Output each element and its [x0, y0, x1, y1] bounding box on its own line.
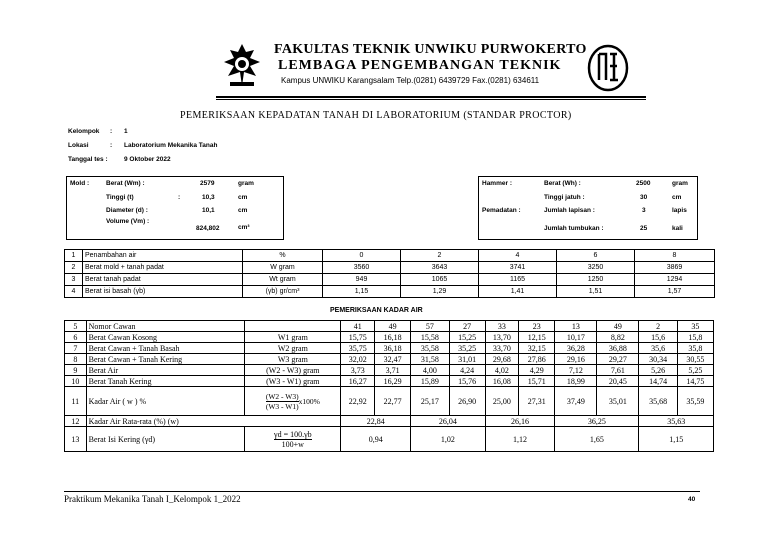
value-cell: 4,24 [449, 365, 485, 376]
row-number: 3 [65, 274, 83, 286]
value-cell: 16,27 [341, 376, 375, 387]
value-cell: 1,15 [639, 427, 714, 452]
table-row [65, 354, 714, 365]
value-cell: 35,63 [639, 416, 714, 427]
value-cell: 33,70 [485, 343, 519, 354]
value-cell: 29,68 [485, 354, 519, 365]
value-cell: 5,25 [677, 365, 713, 376]
page-number: 40 [688, 496, 696, 503]
row-unit: % [243, 250, 323, 262]
table-row [65, 250, 715, 262]
row-number: 9 [65, 365, 87, 376]
value-cell: 16,08 [485, 376, 519, 387]
value-cell: 35,01 [597, 387, 639, 416]
value-cell: 41 [341, 321, 375, 332]
hammer-tinggi-value: 30 [640, 194, 648, 201]
value-cell: 1165 [479, 274, 557, 286]
formula-numerator: (W2 - W3) [265, 391, 299, 401]
value-cell: 35,25 [449, 343, 485, 354]
value-cell: 15,75 [341, 332, 375, 343]
hammer-tinggi-unit: cm [672, 194, 682, 201]
value-cell: 15,25 [449, 332, 485, 343]
row-label: Penambahan air [83, 250, 243, 262]
meta-colon: : [110, 142, 113, 149]
mold-berat-unit: gram [238, 180, 254, 187]
value-cell: 7,12 [555, 365, 597, 376]
row-unit: (W2 - W3) gram [245, 365, 341, 376]
row-label: Berat isi basah (γb) [83, 286, 243, 298]
row-number: 12 [65, 416, 87, 427]
meta-kelompok-label: Kelompok [68, 128, 100, 135]
row-label: Berat Cawan Kosong [86, 332, 245, 343]
institute-logo-icon [586, 44, 630, 92]
value-cell: 6 [557, 250, 635, 262]
value-cell: 35,59 [677, 387, 713, 416]
value-cell: 12,15 [519, 332, 555, 343]
value-cell: 3560 [323, 262, 401, 274]
value-cell: 27,31 [519, 387, 555, 416]
row-label: Berat Cawan + Tanah Basah [86, 343, 245, 354]
value-cell: 3869 [635, 262, 715, 274]
meta-kelompok-value: 1 [124, 128, 128, 135]
value-cell: 3,71 [375, 365, 411, 376]
table-row [65, 387, 714, 416]
value-cell: 15,8 [677, 332, 713, 343]
row-label: Berat Cawan + Tanah Kering [86, 354, 245, 365]
row-label: Berat Air [86, 365, 245, 376]
value-cell: 1,12 [485, 427, 555, 452]
row-unit: Wt gram [243, 274, 323, 286]
hammer-label: Hammer : [482, 180, 512, 187]
value-cell: 31,58 [411, 354, 449, 365]
mold-colon: : [178, 194, 181, 201]
value-cell: 5,26 [639, 365, 677, 376]
value-cell: 57 [411, 321, 449, 332]
row-unit: (W3 - W1) gram [245, 376, 341, 387]
value-cell: 1065 [401, 274, 479, 286]
value-cell: 15,58 [411, 332, 449, 343]
hammer-lapisan-label: Jumlah lapisan : [544, 207, 595, 214]
row-unit: W3 gram [245, 354, 341, 365]
value-cell: 35,58 [411, 343, 449, 354]
value-cell: 49 [597, 321, 639, 332]
value-cell: 35,8 [677, 343, 713, 354]
table-row [65, 332, 714, 343]
value-cell: 49 [375, 321, 411, 332]
value-cell: 15,6 [639, 332, 677, 343]
value-cell: 36,25 [555, 416, 639, 427]
value-cell: 1294 [635, 274, 715, 286]
value-cell: 14,74 [639, 376, 677, 387]
meta-lokasi-label: Lokasi [68, 142, 89, 149]
value-cell: 8 [635, 250, 715, 262]
value-cell: 7,61 [597, 365, 639, 376]
table-row [65, 376, 714, 387]
value-cell: 30,55 [677, 354, 713, 365]
row-number: 5 [65, 321, 87, 332]
value-cell: 36,18 [375, 343, 411, 354]
hammer-berat-unit: gram [672, 180, 688, 187]
table-row [65, 343, 714, 354]
value-cell: 3,73 [341, 365, 375, 376]
row-label: Berat Isi Kering (γd) [86, 427, 245, 452]
row-unit: W gram [243, 262, 323, 274]
value-cell: 0 [323, 250, 401, 262]
value-cell: 27 [449, 321, 485, 332]
value-cell: 13,70 [485, 332, 519, 343]
value-cell: 32,02 [341, 354, 375, 365]
table-row [65, 365, 714, 376]
value-cell: 2 [401, 250, 479, 262]
table-row [65, 262, 715, 274]
value-cell: 13 [555, 321, 597, 332]
value-cell: 20,45 [597, 376, 639, 387]
value-cell: 22,92 [341, 387, 375, 416]
kadar-air-title: PEMERIKSAAN KADAR AIR [330, 307, 423, 314]
value-cell: 1,57 [635, 286, 715, 298]
row-label: Berat tanah padat [83, 274, 243, 286]
meta-colon: : [110, 128, 113, 135]
value-cell: 16,29 [375, 376, 411, 387]
value-cell: 4 [479, 250, 557, 262]
mold-berat-value: 2579 [200, 180, 215, 187]
mold-tinggi-unit: cm [238, 194, 248, 201]
table-row [65, 427, 714, 452]
mold-berat-label: Berat (Wm) : [106, 180, 145, 187]
hammer-tinggi-label: Tinggi jatuh : [544, 194, 585, 201]
value-cell: 33 [485, 321, 519, 332]
page-title: PEMERIKSAAN KEPADATAN TANAH DI LABORATORIUM (STANDAR PROCTOR) [180, 110, 572, 121]
value-cell: 1,65 [555, 427, 639, 452]
value-cell: 4,29 [519, 365, 555, 376]
row-number: 1 [65, 250, 83, 262]
value-cell: 15,89 [411, 376, 449, 387]
header-divider [216, 96, 646, 100]
value-cell: 1,02 [411, 427, 486, 452]
institute-address: Kampus UNWIKU Karangsalam Telp.(0281) 6439729 Fax.(0281) 634611 [281, 76, 540, 85]
value-cell: 29,27 [597, 354, 639, 365]
meta-tanggal-value: 9 Oktober 2022 [124, 156, 171, 163]
faculty-name: FAKULTAS TEKNIK UNWIKU PURWOKERTO [274, 42, 587, 57]
mold-diameter-unit: cm [238, 207, 248, 214]
value-cell: 16,18 [375, 332, 411, 343]
value-cell: 0,94 [341, 427, 411, 452]
mold-tinggi-value: 10,3 [202, 194, 215, 201]
formula-cell [245, 427, 341, 452]
value-cell: 1250 [557, 274, 635, 286]
row-number: 13 [65, 427, 87, 452]
mold-diameter-label: Diameter (d) : [106, 207, 148, 214]
value-cell: 3643 [401, 262, 479, 274]
mold-volume-label: Volume (Vm) : [106, 218, 150, 225]
row-label: Nomor Cawan [86, 321, 245, 332]
value-cell: 25,00 [485, 387, 519, 416]
mold-tinggi-label: Tinggi (t) [106, 194, 134, 201]
value-cell: 31,01 [449, 354, 485, 365]
value-cell: 22,84 [341, 416, 411, 427]
hammer-pemadatan-label: Pemadatan : [482, 207, 521, 214]
mold-label: Mold : [70, 180, 90, 187]
value-cell: 4,00 [411, 365, 449, 376]
value-cell: 15,76 [449, 376, 485, 387]
row-label: Berat mold + tanah padat [83, 262, 243, 274]
hammer-berat-label: Berat (Wh) : [544, 180, 581, 187]
formula-suffix: x100% [298, 396, 320, 406]
value-cell: 949 [323, 274, 401, 286]
institute-name: LEMBAGA PENGEMBANGAN TEKNIK [278, 58, 562, 73]
value-cell: 1,41 [479, 286, 557, 298]
table-row [65, 416, 714, 427]
value-cell: 3250 [557, 262, 635, 274]
value-cell: 35,6 [639, 343, 677, 354]
table-row [65, 321, 714, 332]
row-unit: W1 gram [245, 332, 341, 343]
value-cell: 2 [639, 321, 677, 332]
row-unit: W2 gram [245, 343, 341, 354]
table-row [65, 274, 715, 286]
compaction-table [64, 249, 715, 298]
meta-tanggal-label: Tanggal tes : [68, 156, 108, 163]
hammer-berat-value: 2500 [636, 180, 651, 187]
row-label: Kadar Air Rata-rata (%) (w) [86, 416, 341, 427]
table-row [65, 286, 715, 298]
value-cell: 1,15 [323, 286, 401, 298]
university-seal-icon [220, 42, 264, 90]
row-number: 6 [65, 332, 87, 343]
meta-lokasi-value: Laboratorium Mekanika Tanah [124, 142, 218, 149]
hammer-tumbukan-value: 25 [640, 225, 648, 232]
row-number: 4 [65, 286, 83, 298]
value-cell: 32,47 [375, 354, 411, 365]
row-number: 7 [65, 343, 87, 354]
hammer-lapisan-unit: lapis [672, 207, 687, 214]
value-cell: 26,04 [411, 416, 486, 427]
row-number: 10 [65, 376, 87, 387]
value-cell: 15,71 [519, 376, 555, 387]
row-number: 2 [65, 262, 83, 274]
hammer-tumbukan-unit: kali [672, 225, 683, 232]
mold-diameter-value: 10,1 [202, 207, 215, 214]
value-cell: 26,16 [485, 416, 555, 427]
value-cell: 32,15 [519, 343, 555, 354]
mold-volume-value: 824,802 [196, 225, 220, 232]
formula-denominator: (W3 - W1) [265, 401, 299, 411]
row-number: 11 [65, 387, 87, 416]
value-cell: 29,16 [555, 354, 597, 365]
footer-text: Praktikum Mekanika Tanah I_Kelompok 1_2022 [64, 494, 241, 504]
formula-cell [245, 387, 341, 416]
hammer-tumbukan-label: Jumlah tumbukan : [544, 225, 604, 232]
row-label: Berat Tanah Kering [86, 376, 245, 387]
value-cell: 35,68 [639, 387, 677, 416]
footer-divider [64, 491, 700, 492]
value-cell: 36,28 [555, 343, 597, 354]
value-cell: 35 [677, 321, 713, 332]
value-cell: 27,86 [519, 354, 555, 365]
value-cell: 14,75 [677, 376, 713, 387]
formula-denominator: 100+w [281, 439, 304, 449]
water-content-table [64, 320, 714, 452]
value-cell: 35,75 [341, 343, 375, 354]
value-cell: 10,17 [555, 332, 597, 343]
value-cell: 3741 [479, 262, 557, 274]
row-number: 8 [65, 354, 87, 365]
row-unit: (γb) gr/cm³ [243, 286, 323, 298]
value-cell: 1,29 [401, 286, 479, 298]
hammer-lapisan-value: 3 [642, 207, 646, 214]
value-cell: 22,77 [375, 387, 411, 416]
value-cell: 25,17 [411, 387, 449, 416]
row-unit [245, 321, 341, 332]
value-cell: 8,82 [597, 332, 639, 343]
formula-numerator: γd = 100.γb [274, 429, 312, 439]
value-cell: 37,49 [555, 387, 597, 416]
value-cell: 23 [519, 321, 555, 332]
value-cell: 26,90 [449, 387, 485, 416]
value-cell: 18,99 [555, 376, 597, 387]
mold-volume-unit: cm³ [238, 224, 250, 231]
row-label: Kadar Air ( w ) % [86, 387, 245, 416]
value-cell: 1,51 [557, 286, 635, 298]
value-cell: 30,34 [639, 354, 677, 365]
value-cell: 36,88 [597, 343, 639, 354]
value-cell: 4,02 [485, 365, 519, 376]
